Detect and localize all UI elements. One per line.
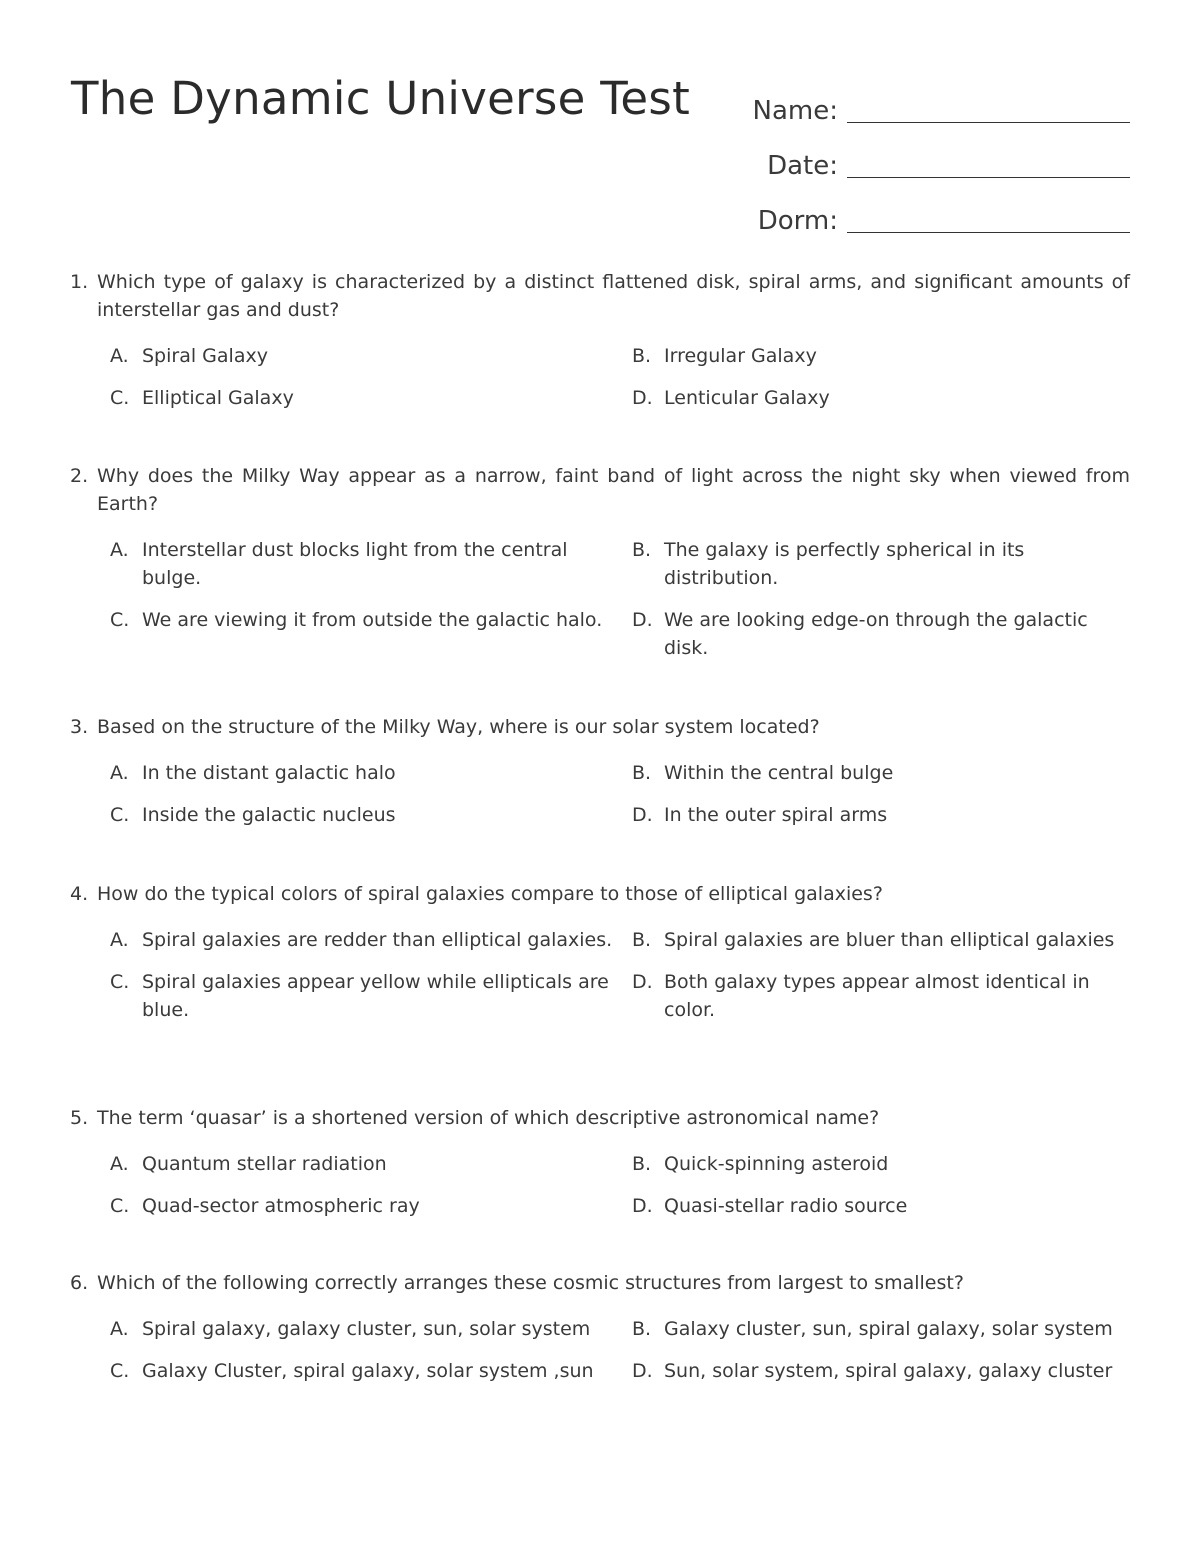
option-c[interactable] <box>110 968 632 1024</box>
option-letter: A. <box>110 929 129 951</box>
dorm-field[interactable] <box>700 184 1130 239</box>
option-c[interactable] <box>110 606 632 662</box>
option-text: Spiral galaxies are redder than elliptical galaxies. <box>142 929 613 951</box>
question-text: Based on the structure of the Milky Way, where is our solar system located? <box>97 716 820 738</box>
option-letter: A. <box>110 762 129 784</box>
option-text: Both galaxy types appear almost identical in color. <box>664 971 1090 1021</box>
option-letter: D. <box>632 387 653 409</box>
date-blank-line[interactable] <box>847 143 1130 178</box>
option-text: We are viewing it from outside the galactic halo. <box>142 609 603 631</box>
option-text: Sun, solar system, spiral galaxy, galaxy cluster <box>664 1360 1113 1382</box>
option-text: The galaxy is perfectly spherical in its distribution. <box>664 539 1025 589</box>
option-letter: D. <box>632 1195 653 1217</box>
answer-options <box>70 536 1130 662</box>
option-c[interactable] <box>110 1357 632 1385</box>
option-letter: B. <box>632 762 652 784</box>
dorm-label: Dorm: <box>757 206 838 236</box>
option-b[interactable] <box>632 759 1130 787</box>
option-letter: D. <box>632 804 653 826</box>
option-text: Elliptical Galaxy <box>142 387 294 409</box>
option-text: Inside the galactic nucleus <box>142 804 396 826</box>
question-1 <box>70 268 1130 412</box>
option-letter: C. <box>110 387 130 409</box>
answer-options <box>70 926 1130 1024</box>
question-6 <box>70 1269 1130 1385</box>
option-text: We are looking edge-on through the galactic disk. <box>664 609 1088 659</box>
question-stem <box>70 1269 1130 1297</box>
name-field[interactable] <box>700 74 1130 129</box>
option-text: Within the central bulge <box>664 762 894 784</box>
option-letter: A. <box>110 345 129 367</box>
option-letter: C. <box>110 804 130 826</box>
option-a[interactable] <box>110 1150 632 1178</box>
option-c[interactable] <box>110 1192 632 1220</box>
option-letter: C. <box>110 609 130 631</box>
option-b[interactable] <box>632 1150 1130 1178</box>
option-letter: C. <box>110 1360 130 1382</box>
question-stem <box>70 268 1130 324</box>
option-b[interactable] <box>632 926 1130 954</box>
question-3 <box>70 713 1130 829</box>
date-label: Date: <box>767 151 838 181</box>
option-letter: D. <box>632 971 653 993</box>
student-info-fields <box>700 74 1130 239</box>
question-number: 3. <box>70 716 89 738</box>
name-blank-line[interactable] <box>847 88 1130 123</box>
question-5 <box>70 1104 1130 1220</box>
option-letter: B. <box>632 1153 652 1175</box>
option-text: Lenticular Galaxy <box>664 387 830 409</box>
name-label: Name: <box>752 96 838 126</box>
option-a[interactable] <box>110 759 632 787</box>
question-number: 4. <box>70 883 89 905</box>
option-a[interactable] <box>110 926 632 954</box>
option-text: Spiral galaxy, galaxy cluster, sun, solar system <box>142 1318 591 1340</box>
option-d[interactable] <box>632 1357 1130 1385</box>
option-d[interactable] <box>632 968 1130 1024</box>
question-number: 5. <box>70 1107 89 1129</box>
dorm-blank-line[interactable] <box>847 198 1130 233</box>
option-text: Galaxy Cluster, spiral galaxy, solar system ,sun <box>142 1360 594 1382</box>
option-a[interactable] <box>110 1315 632 1343</box>
option-b[interactable] <box>632 536 1130 592</box>
page-title: The Dynamic Universe Test <box>71 72 691 125</box>
option-text: Spiral galaxies are bluer than elliptical galaxies <box>664 929 1115 951</box>
option-text: Quad-sector atmospheric ray <box>142 1195 420 1217</box>
option-letter: A. <box>110 539 129 561</box>
question-number: 1. <box>70 271 89 293</box>
question-4 <box>70 880 1130 1024</box>
option-text: Irregular Galaxy <box>664 345 817 367</box>
answer-options <box>70 342 1130 412</box>
option-letter: A. <box>110 1153 129 1175</box>
question-text: The term ‘quasar’ is a shortened version of which descriptive astronomical name? <box>97 1107 880 1129</box>
question-stem <box>70 880 1130 908</box>
option-text: Quasi-stellar radio source <box>664 1195 908 1217</box>
option-a[interactable] <box>110 536 632 592</box>
option-c[interactable] <box>110 801 632 829</box>
option-b[interactable] <box>632 1315 1130 1343</box>
question-text: Which type of galaxy is characterized by a distinct flattened disk, spiral arms, and significant amounts of interstellar gas and dust? <box>97 271 1130 321</box>
option-letter: B. <box>632 345 652 367</box>
answer-options <box>70 759 1130 829</box>
option-text: Quick-spinning asteroid <box>664 1153 889 1175</box>
option-text: Quantum stellar radiation <box>142 1153 387 1175</box>
option-letter: C. <box>110 1195 130 1217</box>
question-number: 2. <box>70 465 89 487</box>
option-a[interactable] <box>110 342 632 370</box>
question-text: Why does the Milky Way appear as a narrow, faint band of light across the night sky when viewed from Earth? <box>97 465 1130 515</box>
option-letter: D. <box>632 1360 653 1382</box>
question-2 <box>70 462 1130 662</box>
option-letter: B. <box>632 929 652 951</box>
date-field[interactable] <box>700 129 1130 184</box>
option-letter: B. <box>632 539 652 561</box>
option-d[interactable] <box>632 801 1130 829</box>
answer-options <box>70 1315 1130 1385</box>
option-c[interactable] <box>110 384 632 412</box>
question-text: How do the typical colors of spiral galaxies compare to those of elliptical galaxies? <box>97 883 883 905</box>
option-b[interactable] <box>632 342 1130 370</box>
question-stem <box>70 462 1130 518</box>
option-d[interactable] <box>632 384 1130 412</box>
option-letter: D. <box>632 609 653 631</box>
question-stem <box>70 713 1130 741</box>
option-text: Galaxy cluster, sun, spiral galaxy, solar system <box>664 1318 1113 1340</box>
option-text: In the distant galactic halo <box>142 762 396 784</box>
option-text: In the outer spiral arms <box>664 804 888 826</box>
question-stem <box>70 1104 1130 1132</box>
option-d[interactable] <box>632 606 1130 662</box>
option-d[interactable] <box>632 1192 1130 1220</box>
option-letter: B. <box>632 1318 652 1340</box>
question-text: Which of the following correctly arranges these cosmic structures from largest to smallest? <box>97 1272 964 1294</box>
option-text: Spiral galaxies appear yellow while ellipticals are blue. <box>142 971 609 1021</box>
option-text: Spiral Galaxy <box>142 345 268 367</box>
option-text: Interstellar dust blocks light from the central bulge. <box>142 539 568 589</box>
answer-options <box>70 1150 1130 1220</box>
option-letter: C. <box>110 971 130 993</box>
option-letter: A. <box>110 1318 129 1340</box>
question-number: 6. <box>70 1272 89 1294</box>
